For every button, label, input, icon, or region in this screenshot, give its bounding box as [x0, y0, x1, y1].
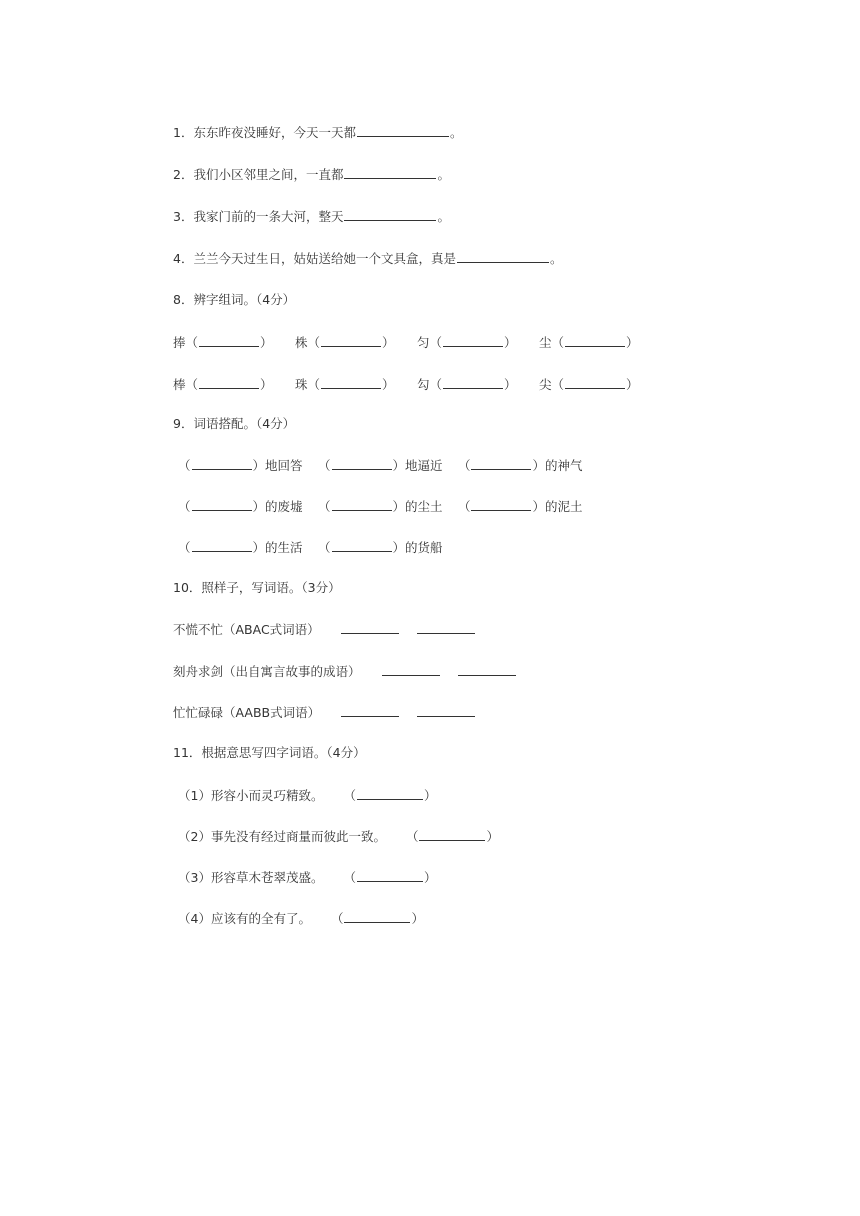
- definition-text: （3）形容草木苍翠茂盛。: [178, 870, 324, 885]
- question-10-title: 10．照样子，写词语。（3分）: [173, 580, 341, 595]
- open-paren: （: [343, 870, 356, 885]
- open-paren: （: [185, 335, 199, 350]
- open-paren: （: [457, 458, 471, 473]
- example-word: 刻舟求剑（出自寓言故事的成语）: [173, 664, 361, 679]
- open-paren: （: [178, 499, 191, 514]
- answer-blank[interactable]: [565, 334, 625, 347]
- answer-blank[interactable]: [321, 376, 381, 389]
- answer-blank[interactable]: [417, 704, 475, 717]
- close-paren: ）: [382, 377, 395, 392]
- question-11-title: 11．根据意思写四字词语。（4分）: [173, 745, 366, 760]
- word-pair-item: [173, 376, 291, 393]
- definition-text: （2）事先没有经过商量而彼此一致。: [178, 829, 386, 844]
- question-1: [173, 124, 462, 141]
- collocation-text: ）的泥土: [532, 499, 583, 514]
- answer-blank[interactable]: [332, 498, 392, 511]
- answer-blank[interactable]: [458, 663, 516, 676]
- question-9-row-3: [178, 539, 443, 556]
- close-paren: ）: [411, 911, 424, 926]
- question-2: [173, 166, 450, 183]
- answer-blank[interactable]: [443, 334, 503, 347]
- question-2-end: 。: [437, 167, 450, 182]
- word-pair-item: [417, 334, 535, 351]
- char-label: 棒: [173, 377, 186, 392]
- open-paren: （: [429, 335, 442, 350]
- close-paren: ）: [260, 335, 273, 350]
- question-9-row-1: [178, 457, 583, 474]
- question-9-row-2: [178, 498, 583, 515]
- collocation-item: [178, 498, 314, 515]
- open-paren: （: [178, 540, 191, 555]
- open-paren: （: [551, 377, 564, 392]
- open-paren: （: [317, 499, 331, 514]
- open-paren: （: [317, 540, 331, 555]
- answer-blank[interactable]: [341, 704, 399, 717]
- word-pair-item: [539, 376, 639, 393]
- question-3-end: 。: [437, 209, 450, 224]
- question-10-item-3: [173, 704, 476, 721]
- answer-blank[interactable]: [192, 457, 252, 470]
- collocation-text: ）地逼近: [392, 458, 443, 473]
- question-11-item-2: [178, 828, 499, 845]
- char-label: 捧: [173, 335, 186, 350]
- char-label: 尖: [538, 377, 552, 392]
- definition-text: （1）形容小而灵巧精致。: [178, 788, 324, 803]
- answer-blank[interactable]: [357, 124, 449, 137]
- answer-blank[interactable]: [321, 334, 381, 347]
- close-paren: ）: [423, 788, 437, 803]
- answer-blank[interactable]: [332, 539, 392, 552]
- question-8-title: 8．辨字组词。（4分）: [173, 292, 296, 307]
- collocation-text: ）的生活: [252, 540, 303, 555]
- open-paren: （: [178, 458, 191, 473]
- question-9-title: 9．词语搭配。（4分）: [173, 416, 296, 431]
- answer-blank[interactable]: [199, 376, 259, 389]
- answer-blank[interactable]: [419, 828, 485, 841]
- question-3: [173, 208, 450, 225]
- question-4-text: 4．兰兰今天过生日，姑姑送给她一个文具盒，真是: [173, 251, 456, 266]
- question-1-text: 1．东东昨夜没睡好，今天一天都: [173, 125, 356, 140]
- answer-blank[interactable]: [341, 621, 399, 634]
- question-11-item-4: [178, 910, 424, 927]
- word-pair-item: [295, 334, 413, 351]
- char-label: 株: [294, 335, 308, 350]
- definition-text: （4）应该有的全有了。: [178, 911, 311, 926]
- answer-blank[interactable]: [332, 457, 392, 470]
- question-3-text: 3．我家门前的一条大河，整天: [173, 209, 344, 224]
- close-paren: ）: [260, 377, 273, 392]
- word-pair-item: [173, 334, 291, 351]
- close-paren: ）: [423, 870, 437, 885]
- question-10-item-2: [173, 663, 517, 680]
- answer-blank[interactable]: [457, 250, 549, 263]
- answer-blank[interactable]: [357, 787, 423, 800]
- answer-blank[interactable]: [199, 334, 259, 347]
- close-paren: ）: [504, 335, 517, 350]
- word-pair-item: [539, 334, 639, 351]
- answer-blank[interactable]: [344, 910, 410, 923]
- collocation-text: ）的货船: [392, 540, 443, 555]
- collocation-item: [458, 457, 583, 474]
- answer-blank[interactable]: [192, 498, 252, 511]
- open-paren: （: [307, 377, 321, 392]
- collocation-text: ）的神气: [532, 458, 583, 473]
- question-11-item-1: [178, 787, 437, 804]
- collocation-item: [318, 539, 443, 556]
- answer-blank[interactable]: [357, 869, 423, 882]
- question-11-item-3: [178, 869, 437, 886]
- question-1-end: 。: [449, 125, 463, 140]
- open-paren: （: [330, 911, 344, 926]
- example-word: 不慌不忙（ABAC式词语）: [173, 622, 320, 637]
- open-paren: （: [405, 829, 419, 844]
- question-4-end: 。: [549, 251, 563, 266]
- open-paren: （: [185, 377, 199, 392]
- example-word: 忙忙碌碌（AABB式词语）: [173, 705, 321, 720]
- close-paren: ）: [625, 377, 639, 392]
- collocation-text: ）地回答: [252, 458, 303, 473]
- char-label: 尘: [538, 335, 552, 350]
- collocation-text: ）的废墟: [252, 499, 303, 514]
- close-paren: ）: [504, 377, 517, 392]
- answer-blank[interactable]: [192, 539, 252, 552]
- collocation-item: [178, 539, 314, 556]
- answer-blank[interactable]: [471, 457, 531, 470]
- open-paren: （: [307, 335, 321, 350]
- question-10-item-1: [173, 621, 476, 638]
- question-8-row-2: [173, 376, 639, 393]
- answer-blank[interactable]: [344, 208, 436, 221]
- close-paren: ）: [625, 335, 639, 350]
- answer-blank[interactable]: [471, 498, 531, 511]
- collocation-item: [178, 457, 314, 474]
- collocation-text: ）的尘土: [392, 499, 443, 514]
- answer-blank[interactable]: [417, 621, 475, 634]
- close-paren: ）: [382, 335, 395, 350]
- answer-blank[interactable]: [344, 166, 436, 179]
- char-label: 勾: [416, 377, 430, 392]
- open-paren: （: [343, 788, 356, 803]
- answer-blank[interactable]: [565, 376, 625, 389]
- question-2-text: 2．我们小区邻里之间，一直都: [173, 167, 344, 182]
- question-4: [173, 250, 562, 267]
- open-paren: （: [551, 335, 564, 350]
- open-paren: （: [457, 499, 471, 514]
- collocation-item: [458, 498, 583, 515]
- open-paren: （: [429, 377, 442, 392]
- word-pair-item: [417, 376, 535, 393]
- close-paren: ）: [486, 829, 499, 844]
- collocation-item: [318, 457, 454, 474]
- answer-blank[interactable]: [382, 663, 440, 676]
- open-paren: （: [317, 458, 331, 473]
- word-pair-item: [295, 376, 413, 393]
- question-8-row-1: [173, 334, 639, 351]
- char-label: 匀: [416, 335, 430, 350]
- char-label: 珠: [294, 377, 308, 392]
- collocation-item: [318, 498, 454, 515]
- answer-blank[interactable]: [443, 376, 503, 389]
